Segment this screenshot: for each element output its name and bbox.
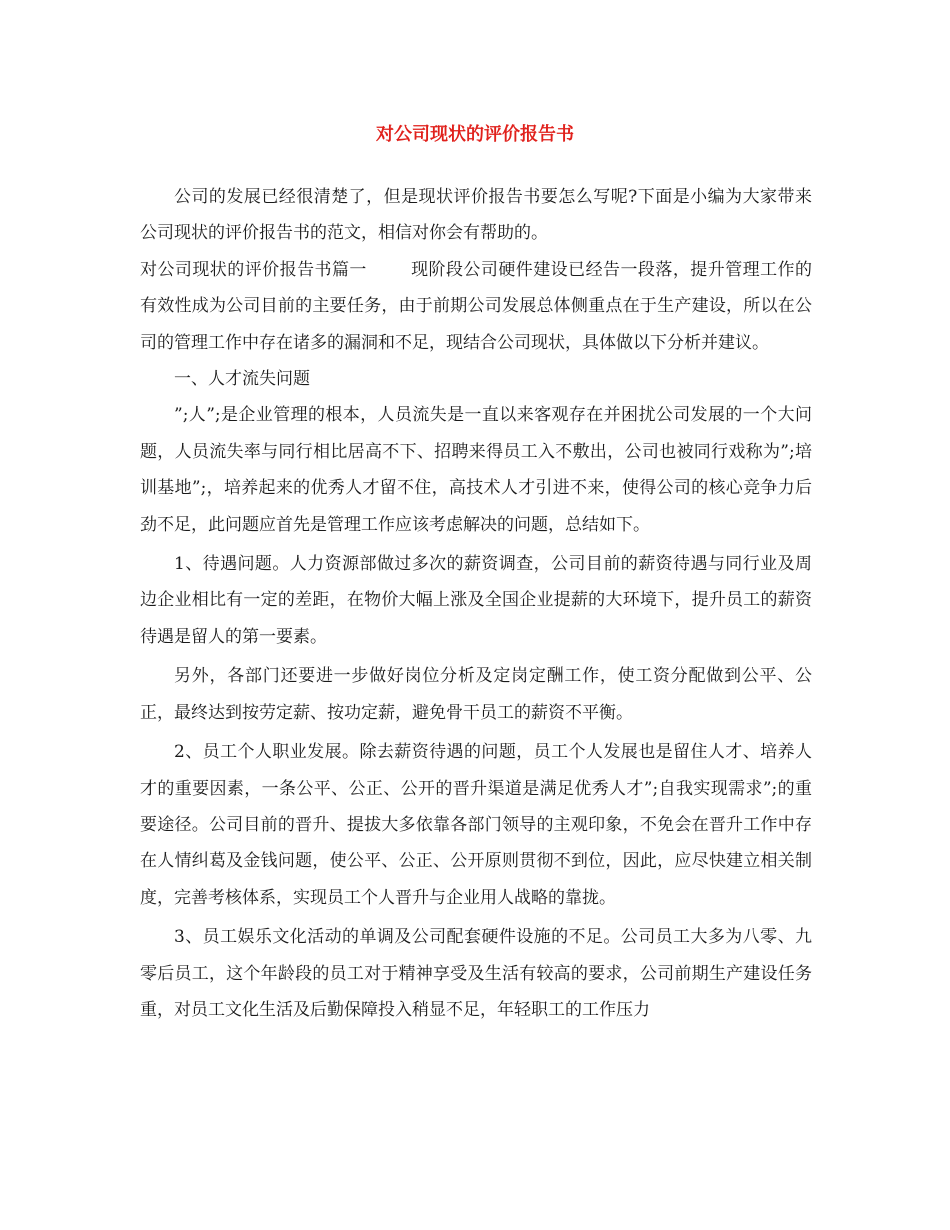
section-lead-text: 现阶段公司硬件建设已经告一段落，提升管理工作的有效性成为公司目前的主要任务，由于前期公司发展总体侧重点在于生产建设，所以在公司的管理工作中存在诸多的漏洞和不足，现结合公司现状，具体做以下分析并建议。 — [140, 259, 813, 353]
paragraph-item-3: 3、员工娱乐文化活动的单调及公司配套硬件设施的不足。公司员工大多为八零、九零后员工，这个年龄段的员工对于精神享受及生活有较高的要求，公司前期生产建设任务重，对员工文化生活及后勤保障投入稍显不足，年轻职工的工作压力 — [140, 927, 812, 1020]
section-heading: 对公司现状的评价报告书篇一 — [140, 259, 367, 280]
subsection-heading: 一、人才流失问题 — [174, 369, 310, 390]
paragraph-item-1-extra: 另外，各部门还要进一步做好岗位分析及定岗定酬工作，使工资分配做到公平、公正，最终达到按劳定薪、按功定薪，避免骨干员工的薪资不平衡。 — [140, 666, 812, 723]
paragraph-item-2: 2、员工个人职业发展。除去薪资待遇的问题，员工个人发展也是留住人才、培养人才的重要因素，一条公平、公正、公开的晋升渠道是满足优秀人才”;自我实现需求”;的重要途径。公司目前的晋升、提拔大多依靠各部门领导的主观印象，不免会在晋升工作中存在人情纠葛及金钱问题，使公平、公正、公开原则贯彻不到位，因此，应尽快建立相关制度，完善考核体系，实现员工个人晋升与企业用人战略的靠拢。 — [140, 742, 812, 908]
document-body — [140, 179, 812, 1028]
document-title: 对公司现状的评价报告书 — [376, 124, 574, 145]
paragraph-section1 — [140, 252, 812, 361]
paragraph-talent-loss: ”;人”;是企业管理的根本，人员流失是一直以来客观存在并困扰公司发展的一个大问题，人员流失率与同行相比居高不下、招聘来得员工入不敷出，公司也被同行戏称为”;培训基地”;，培养起来的优秀人才留不住，高技术人才引进不来，使得公司的核心竞争力后劲不足，此问题应首先是管理工作应该考虑解决的问题，总结如下。 — [140, 405, 812, 535]
paragraph-intro: 公司的发展已经很清楚了，但是现状评价报告书要怎么写呢?下面是小编为大家带来公司现状的评价报告书的范文，相信对你会有帮助的。 — [140, 187, 812, 244]
paragraph-item-1: 1、待遇问题。人力资源部做过多次的薪资调查，公司目前的薪资待遇与同行业及周边企业相比有一定的差距，在物价大幅上涨及全国企业提薪的大环境下，提升员工的薪资待遇是留人的第一要素。 — [140, 554, 812, 647]
